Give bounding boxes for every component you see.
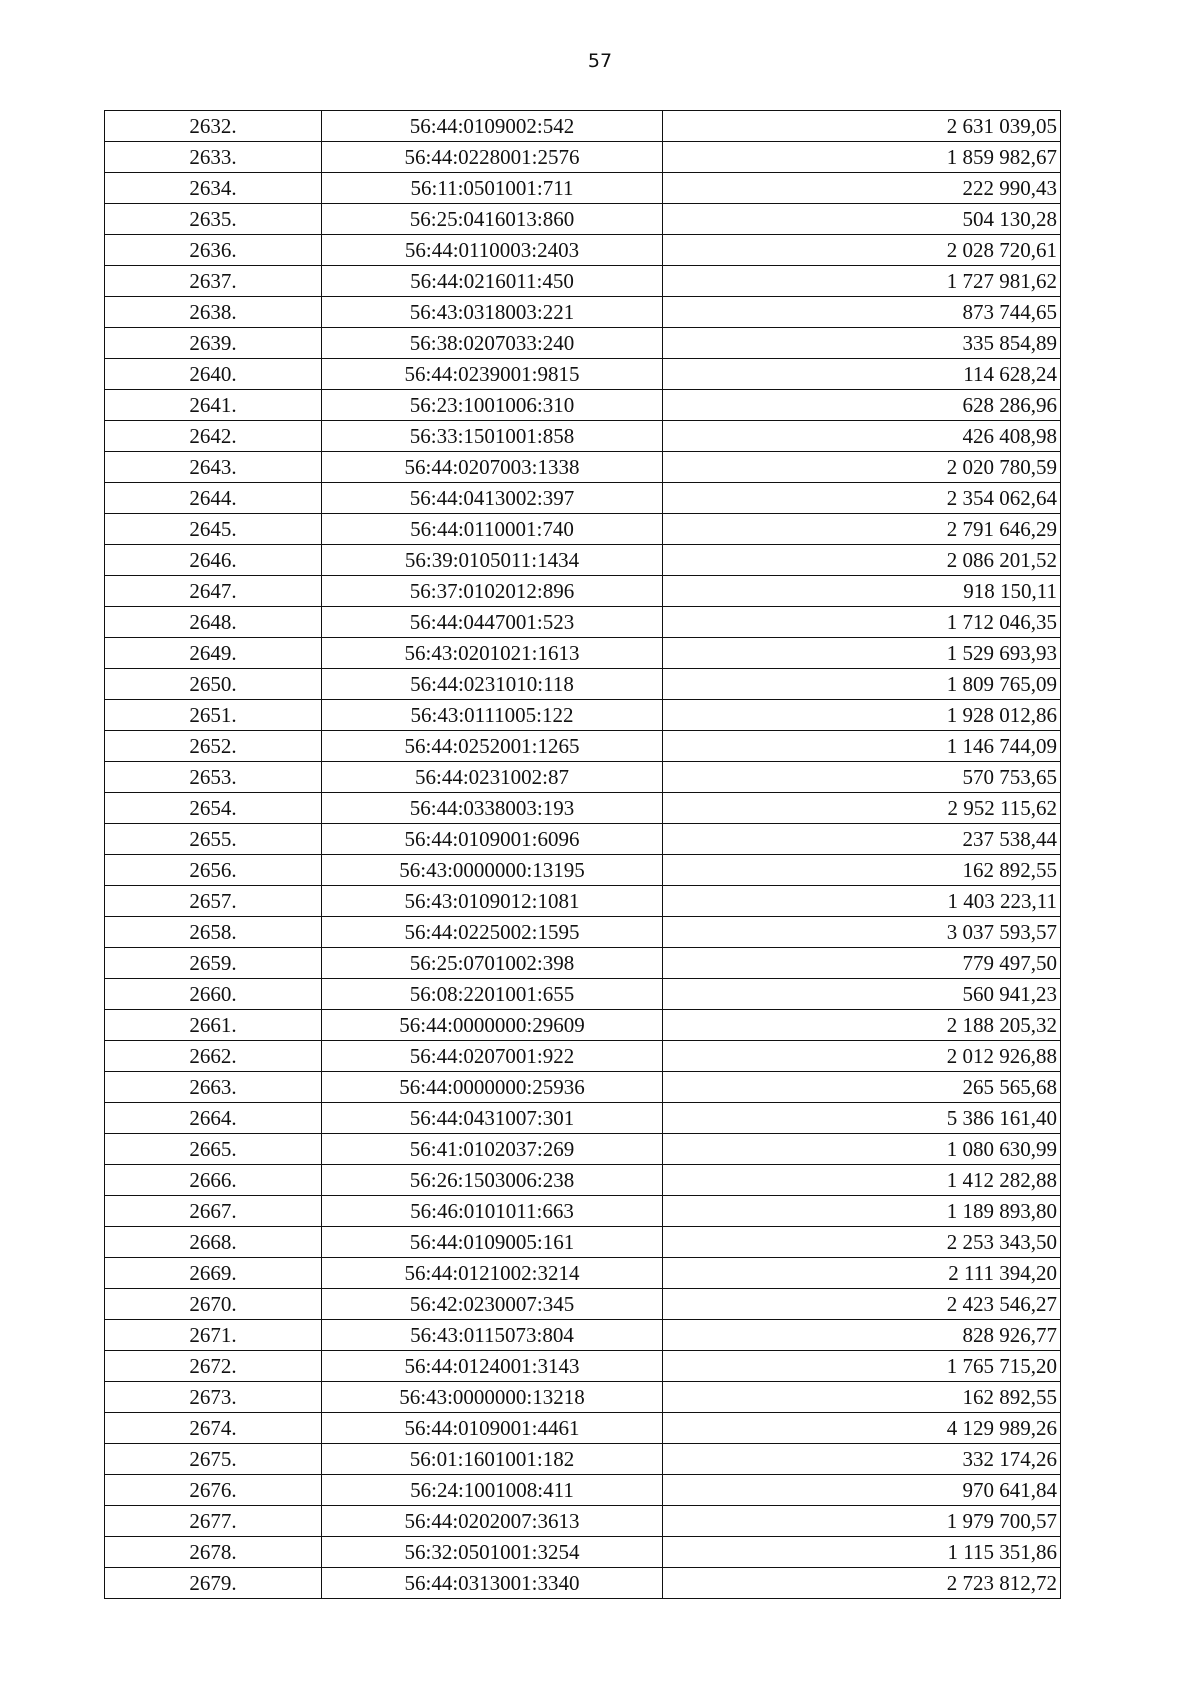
cadastral-number-cell: 56:43:0111005:122 [322, 700, 663, 731]
cadastral-number-cell: 56:43:0000000:13218 [322, 1382, 663, 1413]
row-number-cell: 2663. [105, 1072, 322, 1103]
table-row [105, 328, 1061, 359]
cadastral-number-cell: 56:23:1001006:310 [322, 390, 663, 421]
table-row [105, 1506, 1061, 1537]
table-row [105, 793, 1061, 824]
row-number-cell: 2650. [105, 669, 322, 700]
table-row [105, 142, 1061, 173]
row-number-cell: 2674. [105, 1413, 322, 1444]
cadastral-number-cell: 56:44:0447001:523 [322, 607, 663, 638]
table-row [105, 1196, 1061, 1227]
cadastral-number-cell: 56:44:0225002:1595 [322, 917, 663, 948]
cadastral-number-cell: 56:44:0216011:450 [322, 266, 663, 297]
table-row [105, 855, 1061, 886]
cadastral-value-cell: 2 631 039,05 [663, 111, 1061, 142]
row-number-cell: 2667. [105, 1196, 322, 1227]
table-row [105, 483, 1061, 514]
cadastral-value-cell: 2 723 812,72 [663, 1568, 1061, 1599]
cadastral-number-cell: 56:44:0413002:397 [322, 483, 663, 514]
cadastral-value-cell: 1 189 893,80 [663, 1196, 1061, 1227]
row-number-cell: 2644. [105, 483, 322, 514]
table-row [105, 1320, 1061, 1351]
cadastral-value-cell: 1 403 223,11 [663, 886, 1061, 917]
cadastral-value-cell: 335 854,89 [663, 328, 1061, 359]
row-number-cell: 2672. [105, 1351, 322, 1382]
cadastral-number-cell: 56:38:0207033:240 [322, 328, 663, 359]
cadastral-value-cell: 4 129 989,26 [663, 1413, 1061, 1444]
cadastral-number-cell: 56:44:0124001:3143 [322, 1351, 663, 1382]
row-number-cell: 2649. [105, 638, 322, 669]
cadastral-value-cell: 828 926,77 [663, 1320, 1061, 1351]
cadastral-number-cell: 56:44:0121002:3214 [322, 1258, 663, 1289]
table-body [105, 111, 1061, 1599]
cadastral-number-cell: 56:44:0109001:6096 [322, 824, 663, 855]
cadastral-value-cell: 1 146 744,09 [663, 731, 1061, 762]
cadastral-number-cell: 56:44:0000000:25936 [322, 1072, 663, 1103]
cadastral-value-cell: 873 744,65 [663, 297, 1061, 328]
table-row [105, 1072, 1061, 1103]
table-row [105, 948, 1061, 979]
cadastral-number-cell: 56:43:0000000:13195 [322, 855, 663, 886]
cadastral-value-cell: 1 412 282,88 [663, 1165, 1061, 1196]
row-number-cell: 2656. [105, 855, 322, 886]
cadastral-number-cell: 56:01:1601001:182 [322, 1444, 663, 1475]
cadastral-number-cell: 56:44:0207001:922 [322, 1041, 663, 1072]
table-row [105, 1165, 1061, 1196]
cadastral-number-cell: 56:46:0101011:663 [322, 1196, 663, 1227]
table-row [105, 576, 1061, 607]
cadastral-value-cell: 2 020 780,59 [663, 452, 1061, 483]
row-number-cell: 2675. [105, 1444, 322, 1475]
table-row [105, 1041, 1061, 1072]
cadastral-value-cell: 560 941,23 [663, 979, 1061, 1010]
cadastral-value-cell: 1 529 693,93 [663, 638, 1061, 669]
row-number-cell: 2670. [105, 1289, 322, 1320]
row-number-cell: 2671. [105, 1320, 322, 1351]
table-row [105, 1444, 1061, 1475]
row-number-cell: 2661. [105, 1010, 322, 1041]
cadastral-number-cell: 56:25:0701002:398 [322, 948, 663, 979]
cadastral-value-cell: 2 354 062,64 [663, 483, 1061, 514]
cadastral-number-cell: 56:44:0431007:301 [322, 1103, 663, 1134]
table-row [105, 1134, 1061, 1165]
cadastral-number-cell: 56:37:0102012:896 [322, 576, 663, 607]
cadastral-value-cell: 3 037 593,57 [663, 917, 1061, 948]
cadastral-value-cell: 162 892,55 [663, 1382, 1061, 1413]
row-number-cell: 2641. [105, 390, 322, 421]
cadastral-number-cell: 56:44:0202007:3613 [322, 1506, 663, 1537]
table-row [105, 979, 1061, 1010]
table-row [105, 638, 1061, 669]
cadastral-number-cell: 56:44:0231010:118 [322, 669, 663, 700]
row-number-cell: 2655. [105, 824, 322, 855]
table-row [105, 452, 1061, 483]
table-row [105, 1227, 1061, 1258]
table-row [105, 1351, 1061, 1382]
cadastral-value-cell: 1 727 981,62 [663, 266, 1061, 297]
cadastral-number-cell: 56:11:0501001:711 [322, 173, 663, 204]
cadastral-value-cell: 1 928 012,86 [663, 700, 1061, 731]
row-number-cell: 2669. [105, 1258, 322, 1289]
cadastral-value-cell: 332 174,26 [663, 1444, 1061, 1475]
cadastral-number-cell: 56:44:0313001:3340 [322, 1568, 663, 1599]
row-number-cell: 2642. [105, 421, 322, 452]
row-number-cell: 2651. [105, 700, 322, 731]
row-number-cell: 2639. [105, 328, 322, 359]
table-row [105, 235, 1061, 266]
table-row [105, 204, 1061, 235]
cadastral-number-cell: 56:44:0228001:2576 [322, 142, 663, 173]
cadastral-number-cell: 56:32:0501001:3254 [322, 1537, 663, 1568]
cadastral-number-cell: 56:44:0207003:1338 [322, 452, 663, 483]
row-number-cell: 2677. [105, 1506, 322, 1537]
row-number-cell: 2637. [105, 266, 322, 297]
cadastral-value-cell: 2 012 926,88 [663, 1041, 1061, 1072]
row-number-cell: 2646. [105, 545, 322, 576]
row-number-cell: 2632. [105, 111, 322, 142]
table-row [105, 762, 1061, 793]
cadastral-value-cell: 2 086 201,52 [663, 545, 1061, 576]
cadastral-number-cell: 56:43:0109012:1081 [322, 886, 663, 917]
cadastral-number-cell: 56:44:0110003:2403 [322, 235, 663, 266]
row-number-cell: 2662. [105, 1041, 322, 1072]
cadastral-number-cell: 56:43:0201021:1613 [322, 638, 663, 669]
table-row [105, 1382, 1061, 1413]
cadastral-number-cell: 56:44:0109001:4461 [322, 1413, 663, 1444]
table-row [105, 390, 1061, 421]
row-number-cell: 2657. [105, 886, 322, 917]
cadastral-value-cell: 2 952 115,62 [663, 793, 1061, 824]
cadastral-number-cell: 56:43:0115073:804 [322, 1320, 663, 1351]
row-number-cell: 2653. [105, 762, 322, 793]
cadastral-number-cell: 56:44:0109005:161 [322, 1227, 663, 1258]
row-number-cell: 2645. [105, 514, 322, 545]
table-row [105, 1258, 1061, 1289]
row-number-cell: 2660. [105, 979, 322, 1010]
cadastral-value-cell: 1 115 351,86 [663, 1537, 1061, 1568]
row-number-cell: 2659. [105, 948, 322, 979]
table-row [105, 731, 1061, 762]
cadastral-value-table [104, 110, 1061, 1599]
cadastral-number-cell: 56:44:0239001:9815 [322, 359, 663, 390]
cadastral-value-cell: 504 130,28 [663, 204, 1061, 235]
table-row [105, 297, 1061, 328]
table-row [105, 1289, 1061, 1320]
cadastral-value-cell: 918 150,11 [663, 576, 1061, 607]
table-row [105, 607, 1061, 638]
row-number-cell: 2676. [105, 1475, 322, 1506]
table-row [105, 1010, 1061, 1041]
row-number-cell: 2673. [105, 1382, 322, 1413]
cadastral-value-cell: 237 538,44 [663, 824, 1061, 855]
cadastral-value-cell: 970 641,84 [663, 1475, 1061, 1506]
table-row [105, 514, 1061, 545]
page-number: 57 [587, 50, 613, 72]
cadastral-number-cell: 56:44:0109002:542 [322, 111, 663, 142]
cadastral-number-cell: 56:43:0318003:221 [322, 297, 663, 328]
row-number-cell: 2647. [105, 576, 322, 607]
table-row [105, 359, 1061, 390]
cadastral-value-cell: 628 286,96 [663, 390, 1061, 421]
cadastral-number-cell: 56:41:0102037:269 [322, 1134, 663, 1165]
cadastral-value-cell: 1 080 630,99 [663, 1134, 1061, 1165]
row-number-cell: 2664. [105, 1103, 322, 1134]
row-number-cell: 2634. [105, 173, 322, 204]
cadastral-number-cell: 56:24:1001008:411 [322, 1475, 663, 1506]
cadastral-value-cell: 265 565,68 [663, 1072, 1061, 1103]
table-row [105, 700, 1061, 731]
table-row [105, 1475, 1061, 1506]
cadastral-value-cell: 779 497,50 [663, 948, 1061, 979]
row-number-cell: 2633. [105, 142, 322, 173]
cadastral-value-cell: 222 990,43 [663, 173, 1061, 204]
cadastral-value-cell: 5 386 161,40 [663, 1103, 1061, 1134]
table-row [105, 917, 1061, 948]
cadastral-number-cell: 56:26:1503006:238 [322, 1165, 663, 1196]
row-number-cell: 2678. [105, 1537, 322, 1568]
row-number-cell: 2668. [105, 1227, 322, 1258]
cadastral-number-cell: 56:33:1501001:858 [322, 421, 663, 452]
cadastral-value-cell: 2 188 205,32 [663, 1010, 1061, 1041]
cadastral-value-cell: 2 423 546,27 [663, 1289, 1061, 1320]
row-number-cell: 2679. [105, 1568, 322, 1599]
row-number-cell: 2640. [105, 359, 322, 390]
row-number-cell: 2643. [105, 452, 322, 483]
row-number-cell: 2648. [105, 607, 322, 638]
table-row [105, 111, 1061, 142]
cadastral-value-cell: 162 892,55 [663, 855, 1061, 886]
cadastral-number-cell: 56:42:0230007:345 [322, 1289, 663, 1320]
cadastral-number-cell: 56:44:0231002:87 [322, 762, 663, 793]
row-number-cell: 2665. [105, 1134, 322, 1165]
cadastral-number-cell: 56:44:0110001:740 [322, 514, 663, 545]
cadastral-value-cell: 2 791 646,29 [663, 514, 1061, 545]
cadastral-value-cell: 426 408,98 [663, 421, 1061, 452]
cadastral-number-cell: 56:25:0416013:860 [322, 204, 663, 235]
cadastral-value-cell: 2 111 394,20 [663, 1258, 1061, 1289]
cadastral-value-cell: 1 765 715,20 [663, 1351, 1061, 1382]
cadastral-value-cell: 1 712 046,35 [663, 607, 1061, 638]
cadastral-value-cell: 114 628,24 [663, 359, 1061, 390]
cadastral-value-cell: 1 809 765,09 [663, 669, 1061, 700]
cadastral-value-cell: 1 859 982,67 [663, 142, 1061, 173]
cadastral-number-cell: 56:39:0105011:1434 [322, 545, 663, 576]
row-number-cell: 2635. [105, 204, 322, 235]
table-row [105, 545, 1061, 576]
row-number-cell: 2636. [105, 235, 322, 266]
table-row [105, 173, 1061, 204]
table-row [105, 824, 1061, 855]
row-number-cell: 2652. [105, 731, 322, 762]
row-number-cell: 2666. [105, 1165, 322, 1196]
table-row [105, 1537, 1061, 1568]
table-row [105, 421, 1061, 452]
table-row [105, 266, 1061, 297]
row-number-cell: 2638. [105, 297, 322, 328]
table-row [105, 1568, 1061, 1599]
cadastral-number-cell: 56:44:0338003:193 [322, 793, 663, 824]
cadastral-value-cell: 2 028 720,61 [663, 235, 1061, 266]
cadastral-number-cell: 56:08:2201001:655 [322, 979, 663, 1010]
row-number-cell: 2658. [105, 917, 322, 948]
table-row [105, 669, 1061, 700]
cadastral-value-cell: 1 979 700,57 [663, 1506, 1061, 1537]
table-row [105, 886, 1061, 917]
table-row [105, 1103, 1061, 1134]
cadastral-number-cell: 56:44:0252001:1265 [322, 731, 663, 762]
cadastral-value-cell: 570 753,65 [663, 762, 1061, 793]
cadastral-value-cell: 2 253 343,50 [663, 1227, 1061, 1258]
row-number-cell: 2654. [105, 793, 322, 824]
table-row [105, 1413, 1061, 1444]
cadastral-number-cell: 56:44:0000000:29609 [322, 1010, 663, 1041]
